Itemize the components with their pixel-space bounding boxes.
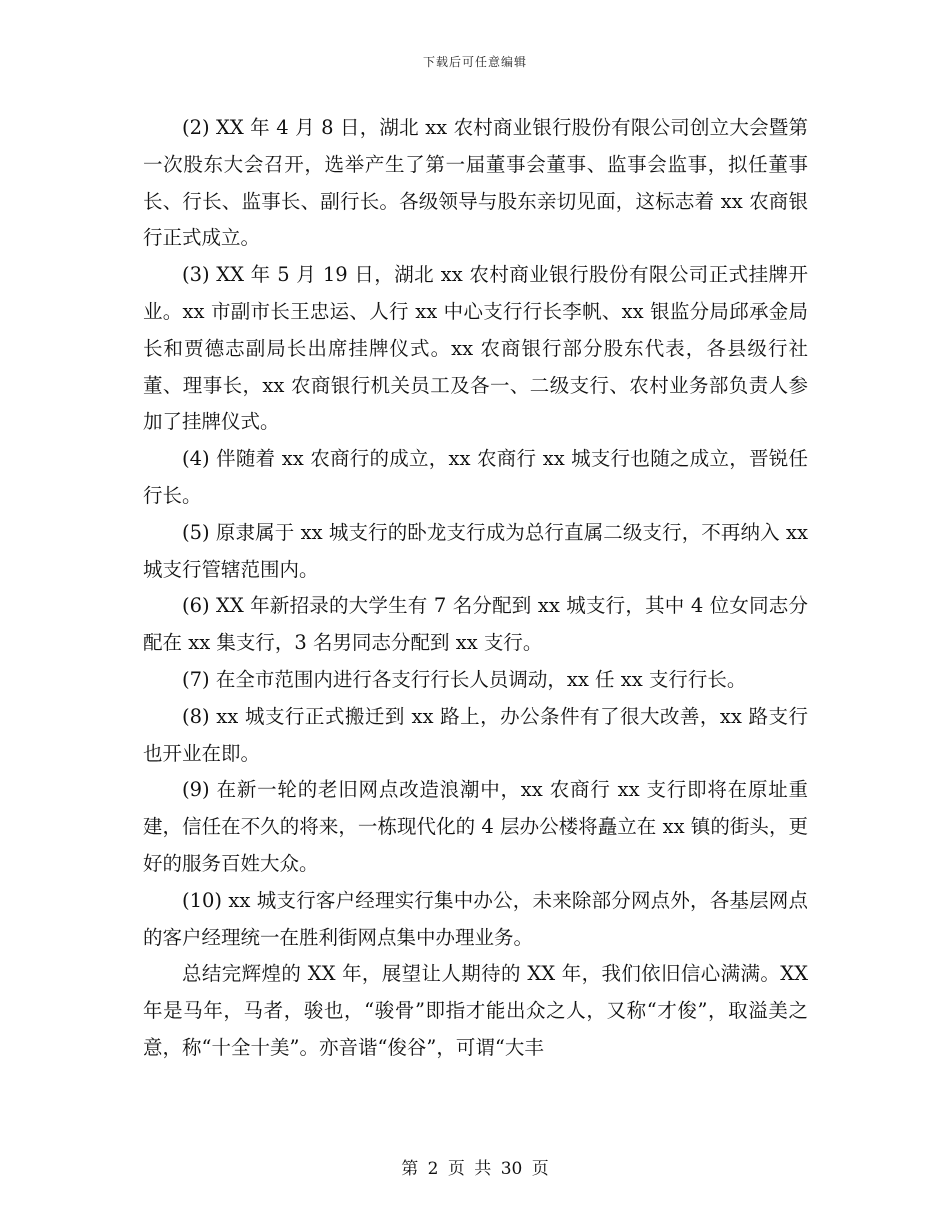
paragraph-item-4: (4) 伴随着 xx 农商行的成立，xx 农商行 xx 城支行也随之成立，晋锐任行长。 [143, 447, 808, 507]
paragraph-item-8: (8) xx 城支行正式搬迁到 xx 路上，办公条件有了很大改善，xx 路支行也开业在即。 [143, 704, 808, 765]
paragraph-item-3: (3) XX 年 5 月 19 日，湖北 xx 农村商业银行股份有限公司正式挂牌开业。xx 市副市长王忠运、人行 xx 中心支行行长李帆、xx 银监分局邱承金局长和贾德志副局长出席挂牌仪式。xx 农商银行部分股东代表，各县级行社董、理事长，xx 农商银行机关员工及各一、二级支行、农村业务部负责人参加了挂牌仪式。 [143, 263, 808, 434]
paragraph-item-9: (9) 在新一轮的老旧网点改造浪潮中，xx 农商行 xx 支行即将在原址重建，信任在不久的将来，一栋现代化的 4 层办公楼将矗立在 xx 镇的街头，更好的服务百姓大众。 [143, 778, 808, 875]
paragraph-item-6: (6) XX 年新招录的大学生有 7 名分配到 xx 城支行，其中 4 位女同志分配在 xx 集支行，3 名男同志分配到 xx 支行。 [143, 594, 808, 655]
paragraph-summary: 总结完辉煌的 XX 年，展望让人期待的 XX 年，我们依旧信心满满。XX 年是马年，马者，骏也，“骏骨”即指才能出众之人，又称“才俊”，取溢美之意，称“十全十美”。亦音谐“俊谷”，可谓“大丰 [143, 962, 808, 1059]
page-number-footer: 第 2 页 共 30 页 [401, 1159, 549, 1179]
paragraph-item-2: (2) XX 年 4 月 8 日，湖北 xx 农村商业银行股份有限公司创立大会暨第一次股东大会召开，选举产生了第一届董事会董事、监事会监事，拟任董事长、行长、监事长、副行长。各级领导与股东亲切见面，这标志着 xx 农商银行正式成立。 [143, 116, 808, 250]
document-body [143, 110, 808, 1067]
paragraph-item-5: (5) 原隶属于 xx 城支行的卧龙支行成为总行直属二级支行，不再纳入 xx 城支行管辖范围内。 [143, 520, 808, 581]
paragraph-item-7: (7) 在全市范围内进行各支行行长人员调动，xx 任 xx 支行行长。 [182, 667, 747, 691]
paragraph-item-10: (10) xx 城支行客户经理实行集中办公，未来除部分网点外，各基层网点的客户经理统一在胜利街网点集中办理业务。 [143, 888, 808, 949]
page-header-note: 下载后可任意编辑 [422, 55, 527, 69]
